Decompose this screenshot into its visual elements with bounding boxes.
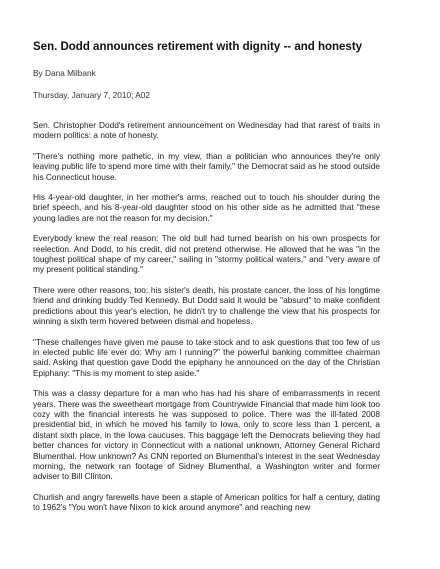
dateline: Thursday, January 7, 2010; A02	[33, 90, 150, 100]
paragraph: Everybody knew the real reason: The old bull had turned bearish on his own prospects for reelection. And Dodd, to his credit, did not pretend otherwise. He allowed that he was "in the toughest political shape of my career," sailing in "stormy political waters," and "very aware of my present political standing."	[33, 233, 380, 275]
paragraph: "These challenges have given me pause to take stock and to ask questions that too few of us in elected public life ever do: Why am I running?" the powerful banking committee chairman said. Asking that question gave Dodd the epiphany he announced on the day of the Christian Epiphany: "This is my moment to step aside."	[33, 336, 380, 378]
paragraph: "There's nothing more pathetic, in my view, than a politician who announces they're only leaving public life to spend more time with their family," the Democrat said as he stood outside his Connecticut house.	[33, 150, 380, 182]
byline: By Dana Milbank	[33, 68, 96, 78]
paragraph: His 4-year-old daughter, in her mother's arms, reached out to touch his shoulder during the brief speech, and his 8-year-old daughter stood on his other side as he admitted that "these young ladies are not the reason for my decision."	[33, 192, 380, 223]
paragraph: This was a classy departure for a man who has had his share of embarrassments in recent years. There was the sweetheart mortgage from Countrywide Financial that made him look too cozy with the financial interests he was supposed to police. There was the ill-fated 2008 presidential bid, in which he moved his family to Iowa, only to score less than 1 percent, a distant sixth place, in the Iowa caucuses. This baggage left the Democrats believing they had better chances for victory in Connecticut with a national unknown, Attorney General Richard Blumenthal. How unknown? As CNN reported on Blumenthal's interest in the seat Wednesday morning, the network ran footage of Sidney Blumenthal, a Washington writer and former adviser to Bill Clinton.	[33, 388, 380, 482]
paragraph: There were other reasons, too: his sister's death, his prostate cancer, the loss of his longtime friend and drinking buddy Ted Kennedy. But Dodd said it would be "absurd" to make confident predictions about this year's election, he didn't try to challenge the view that his prospects for winning a sixth term hovered between dismal and hopeless.	[33, 284, 380, 327]
article-title: Sen. Dodd announces retirement with dignity -- and honesty	[33, 41, 363, 53]
paragraph: Churlish and angry farewells have been a staple of American politics for half a century, dating to 1962's "You won't have Nixon to kick around anymore" and reaching new	[33, 491, 380, 513]
article-body	[33, 120, 380, 513]
paragraph: Sen. Christopher Dodd's retirement announcement on Wednesday had that rarest of traits in modern politics: a note of honesty.	[33, 120, 380, 141]
